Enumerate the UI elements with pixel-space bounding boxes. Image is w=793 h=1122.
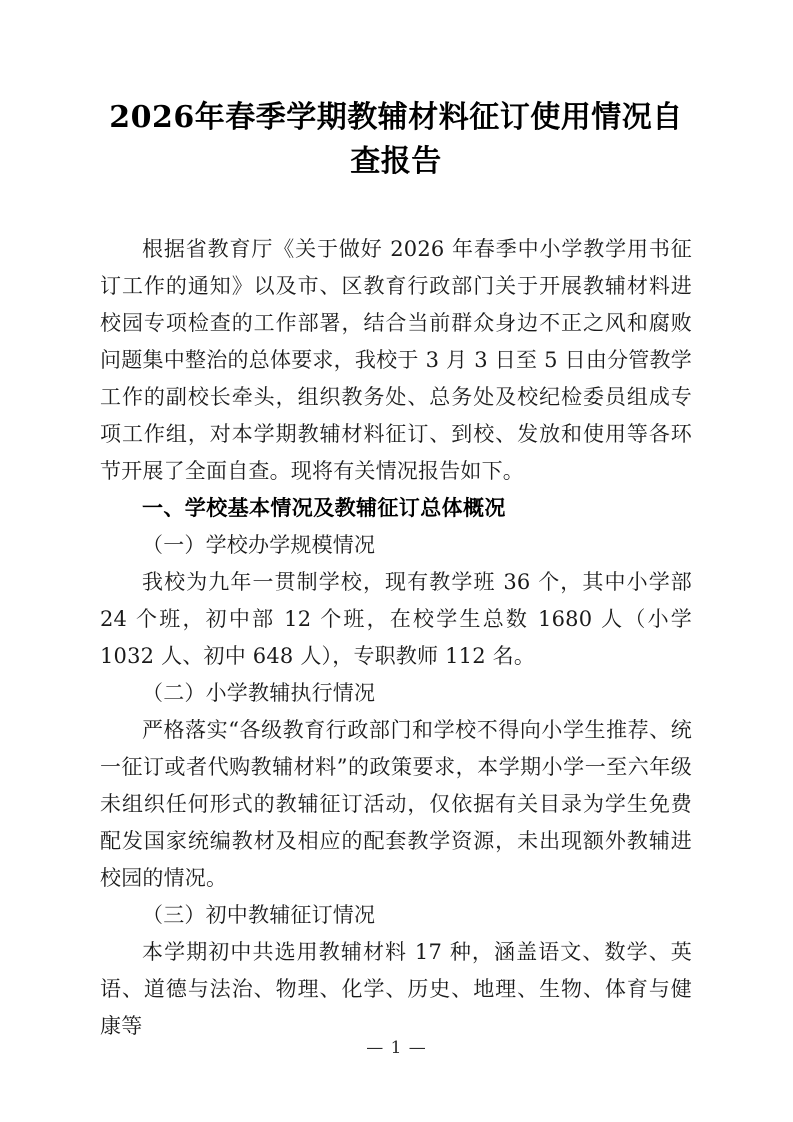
- school-scale-paragraph: 我校为九年一贯制学校，现有教学班 36 个，其中小学部 24 个班，初中部 12 个班，在校学生总数 1680 人（小学 1032 人、初中 648 人），专职教师 112 名。: [100, 570, 692, 668]
- page-title-line-1: 2026年春季学期教辅材料征订使用情况自: [109, 100, 683, 135]
- page-title-line-2: 查报告: [350, 144, 442, 179]
- subsection-heading-1-3: （三）初中教辅征订情况: [142, 903, 376, 927]
- page-title: [100, 96, 692, 184]
- subsection-heading-1-1: （一）学校办学规模情况: [142, 533, 376, 557]
- subsection-heading-1-2: （二）小学教辅执行情况: [142, 681, 376, 705]
- junior-high-paragraph: 本学期初中共选用教辅材料 17 种，涵盖语文、数学、英语、道德与法治、物理、化学、历史、地理、生物、体育与健康等: [100, 940, 692, 1038]
- primary-school-paragraph: 严格落实“各级教育行政部门和学校不得向小学生推荐、统一征订或者代购教辅材料”的政策要求，本学期小学一至六年级未组织任何形式的教辅征订活动，仅依据有关目录为学生免费配发国家统编教材及相应的配套教学资源，未出现额外教辅进校园的情况。: [100, 718, 692, 890]
- intro-paragraph: 根据省教育厅《关于做好 2026 年春季中小学教学用书征订工作的通知》以及市、区教育行政部门关于开展教辅材料进校园专项检查的工作部署，结合当前群众身边不正之风和腐败问题集中整治的总体要求，我校于 3 月 3 日至 5 日由分管教学工作的副校长牵头，组织教务处、总务处及校纪检委员组成专项工作组，对本学期教辅材料征订、到校、发放和使用等各环节开展了全面自查。现将有关情况报告如下。: [100, 237, 692, 483]
- page-footer: [0, 1036, 793, 1060]
- document-content: [100, 96, 692, 1045]
- title-spacer: [100, 184, 692, 231]
- page-number: — 1 —: [366, 1038, 427, 1058]
- section-heading-1: 一、学校基本情况及教辅征订总体概况: [142, 496, 506, 520]
